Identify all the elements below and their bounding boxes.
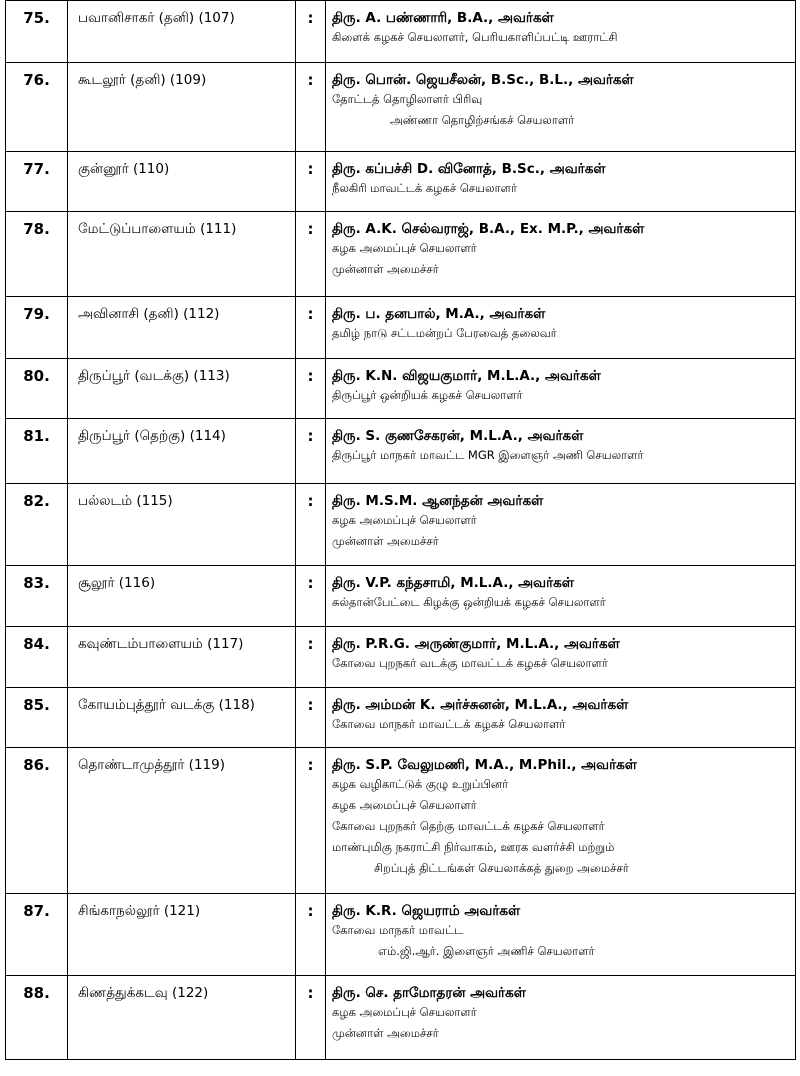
candidate-details [326, 976, 796, 1060]
candidate-name: திரு. A. பண்ணாரி, B.A., அவர்கள் [332, 10, 554, 26]
candidate-table [5, 0, 796, 1060]
candidate-role: கழக அமைப்புச் செயலாளர் [332, 798, 477, 812]
serial-number: 79. [6, 297, 68, 359]
candidate-role: அண்ணா தொழிற்சங்கச் செயலாளர் [390, 113, 575, 127]
separator: : [296, 748, 326, 894]
table-row [6, 627, 796, 688]
candidate-role: சுல்தான்பேட்டை கிழக்கு ஒன்றியக் கழகச் செயலாளர் [332, 595, 606, 609]
separator: : [296, 484, 326, 566]
candidate-name: திரு. செ. தாமோதரன் அவர்கள் [332, 985, 526, 1001]
serial-number: 76. [6, 63, 68, 152]
candidate-name: திரு. M.S.M. ஆனந்தன் அவர்கள் [332, 493, 544, 509]
candidate-role: முன்னாள் அமைச்சர் [332, 534, 439, 548]
candidate-role: கழக அமைப்புச் செயலாளர் [332, 513, 477, 527]
constituency: கவுண்டம்பாளையம் (117) [68, 627, 296, 688]
candidate-details [326, 1, 796, 63]
table-row [6, 63, 796, 152]
constituency: திருப்பூர் (வடக்கு) (113) [68, 359, 296, 419]
candidate-role: எம்.ஜி.ஆர். இளைஞர் அணிச் செயலாளர் [378, 944, 595, 958]
constituency: குன்னூர் (110) [68, 152, 296, 212]
serial-number: 87. [6, 894, 68, 976]
constituency: திருப்பூர் (தெற்கு) (114) [68, 419, 296, 484]
candidate-details [326, 688, 796, 748]
candidate-role: கோவை புறநகர் தெற்கு மாவட்டக் கழகச் செயலாளர் [332, 819, 605, 833]
serial-number: 86. [6, 748, 68, 894]
serial-number: 77. [6, 152, 68, 212]
serial-number: 84. [6, 627, 68, 688]
candidate-name: திரு. S. குணசேகரன், M.L.A., அவர்கள் [332, 428, 584, 444]
candidate-role: முன்னாள் அமைச்சர் [332, 1026, 439, 1040]
serial-number: 78. [6, 212, 68, 297]
constituency: தொண்டாமுத்தூர் (119) [68, 748, 296, 894]
table-row [6, 359, 796, 419]
candidate-role: தமிழ் நாடு சட்டமன்றப் பேரவைத் தலைவர் [332, 326, 557, 340]
serial-number: 80. [6, 359, 68, 419]
candidate-role: திருப்பூர் மாநகர் மாவட்ட MGR இளைஞர் அணி செயலாளர் [332, 448, 644, 462]
candidate-name: திரு. அம்மன் K. அர்ச்சுனன், M.L.A., அவர்கள் [332, 697, 629, 713]
candidate-details [326, 748, 796, 894]
table-row [6, 688, 796, 748]
candidate-role: நீலகிரி மாவட்டக் கழகச் செயலாளர் [332, 181, 517, 195]
candidate-role: சிறப்புத் திட்டங்கள் செயலாக்கத் துறை அமைச்சர் [374, 861, 629, 875]
candidate-details [326, 63, 796, 152]
candidate-role: முன்னாள் அமைச்சர் [332, 262, 439, 276]
candidate-details [326, 297, 796, 359]
constituency: அவினாசி (தனி) (112) [68, 297, 296, 359]
separator: : [296, 627, 326, 688]
separator: : [296, 419, 326, 484]
table-row [6, 1, 796, 63]
constituency: கிணத்துக்கடவு (122) [68, 976, 296, 1060]
candidate-role: கழக அமைப்புச் செயலாளர் [332, 241, 477, 255]
candidate-name: திரு. K.N. விஜயகுமார், M.L.A., அவர்கள் [332, 368, 601, 384]
table-row [6, 212, 796, 297]
candidate-details [326, 484, 796, 566]
candidate-details [326, 627, 796, 688]
candidate-name: திரு. P.R.G. அருண்குமார், M.L.A., அவர்கள் [332, 636, 620, 652]
candidate-role: மாண்புமிகு நகராட்சி நிர்வாகம், ஊரக வளர்ச்சி மற்றும் [332, 840, 615, 854]
candidate-role: கோவை புறநகர் வடக்கு மாவட்டக் கழகச் செயலாளர் [332, 656, 608, 670]
separator: : [296, 688, 326, 748]
candidate-name: திரு. கப்பச்சி D. வினோத், B.Sc., அவர்கள் [332, 161, 606, 177]
candidate-details [326, 359, 796, 419]
table-row [6, 748, 796, 894]
candidate-role: கோவை மாநகர் மாவட்ட [332, 923, 464, 937]
table-row [6, 152, 796, 212]
table-row [6, 484, 796, 566]
separator: : [296, 976, 326, 1060]
constituency: மேட்டுப்பாளையம் (111) [68, 212, 296, 297]
constituency: பல்லடம் (115) [68, 484, 296, 566]
candidate-name: திரு. S.P. வேலுமணி, M.A., M.Phil., அவர்கள் [332, 757, 637, 773]
table-row [6, 894, 796, 976]
separator: : [296, 63, 326, 152]
separator: : [296, 566, 326, 627]
candidate-name: திரு. V.P. கந்தசாமி, M.L.A., அவர்கள் [332, 575, 574, 591]
candidate-details [326, 566, 796, 627]
candidate-details [326, 419, 796, 484]
constituency: பவானிசாகர் (தனி) (107) [68, 1, 296, 63]
candidate-name: திரு. K.R. ஜெயராம் அவர்கள் [332, 903, 521, 919]
serial-number: 88. [6, 976, 68, 1060]
candidate-role: தோட்டத் தொழிலாளர் பிரிவு [332, 92, 483, 106]
candidate-name: திரு. A.K. செல்வராஜ், B.A., Ex. M.P., அவர்கள் [332, 221, 645, 237]
candidate-name: திரு. ப. தனபால், M.A., அவர்கள் [332, 306, 546, 322]
serial-number: 81. [6, 419, 68, 484]
separator: : [296, 152, 326, 212]
table-row [6, 419, 796, 484]
table-row [6, 566, 796, 627]
serial-number: 75. [6, 1, 68, 63]
serial-number: 85. [6, 688, 68, 748]
candidate-role: கிளைக் கழகச் செயலாளர், பெரியகாளிப்பட்டி ஊராட்சி [332, 30, 618, 44]
serial-number: 83. [6, 566, 68, 627]
candidate-role: கோவை மாநகர் மாவட்டக் கழகச் செயலாளர் [332, 717, 566, 731]
candidate-details [326, 152, 796, 212]
candidate-role: கழக அமைப்புச் செயலாளர் [332, 1005, 477, 1019]
separator: : [296, 297, 326, 359]
constituency: சூலூர் (116) [68, 566, 296, 627]
separator: : [296, 894, 326, 976]
table-row [6, 297, 796, 359]
separator: : [296, 212, 326, 297]
candidate-name: திரு. பொன். ஜெயசீலன், B.Sc., B.L., அவர்கள் [332, 72, 634, 88]
constituency: கூடலூர் (தனி) (109) [68, 63, 296, 152]
constituency: கோயம்புத்தூர் வடக்கு (118) [68, 688, 296, 748]
candidate-role: கழக வழிகாட்டுக் குழு உறுப்பினர் [332, 777, 509, 791]
candidate-details [326, 212, 796, 297]
constituency: சிங்காநல்லூர் (121) [68, 894, 296, 976]
serial-number: 82. [6, 484, 68, 566]
separator: : [296, 1, 326, 63]
candidate-role: திருப்பூர் ஒன்றியக் கழகச் செயலாளர் [332, 388, 523, 402]
table-row [6, 976, 796, 1060]
candidate-details [326, 894, 796, 976]
separator: : [296, 359, 326, 419]
